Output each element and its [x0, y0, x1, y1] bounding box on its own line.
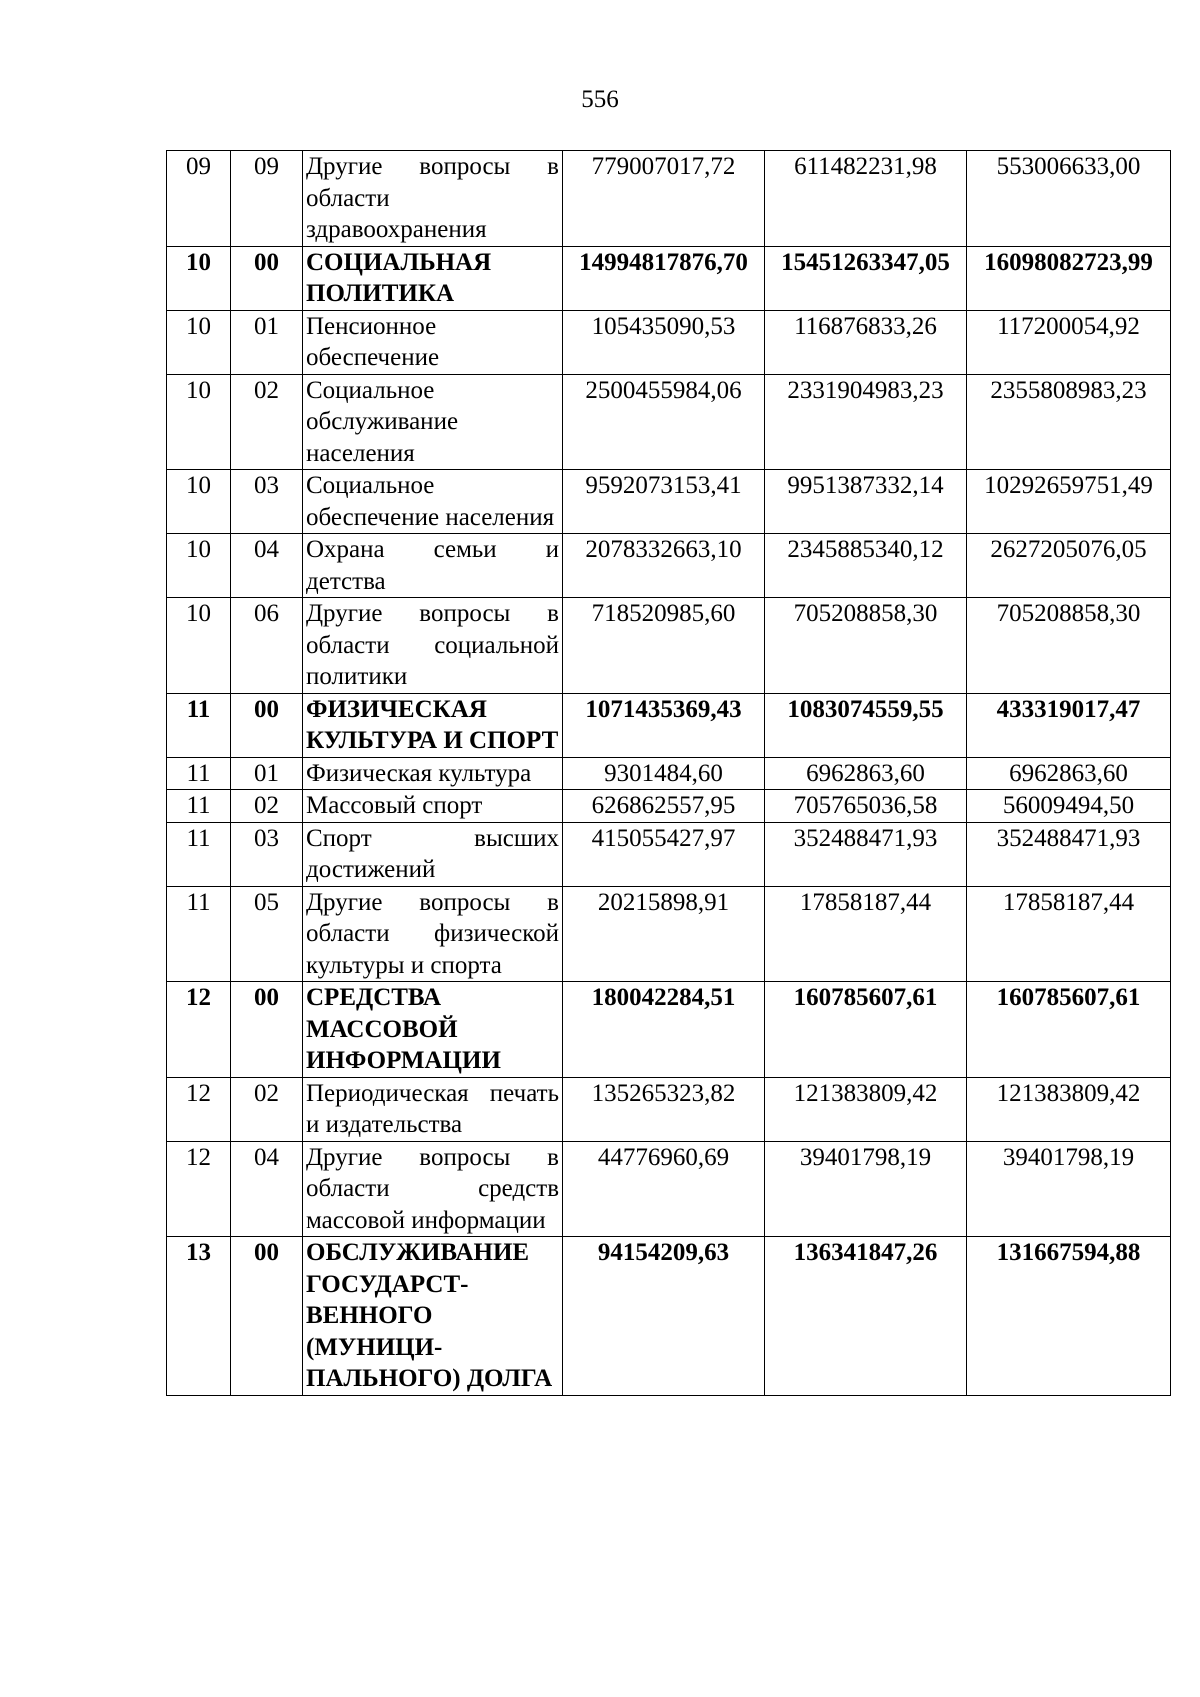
subsection-code: 05 — [231, 886, 303, 982]
amount-col1: 626862557,95 — [563, 790, 765, 823]
table-row — [167, 1077, 1171, 1141]
amount-col1: 9592073153,41 — [563, 470, 765, 534]
section-code: 10 — [167, 246, 231, 310]
amount-col2: 9951387332,14 — [765, 470, 967, 534]
amount-col3: 16098082723,99 — [967, 246, 1171, 310]
subsection-code: 06 — [231, 598, 303, 694]
expense-name: СРЕДСТВА МАССОВОЙ ИНФОРМАЦИИ — [303, 982, 563, 1078]
amount-col3: 553006633,00 — [967, 151, 1171, 247]
amount-col1: 779007017,72 — [563, 151, 765, 247]
subsection-code: 02 — [231, 374, 303, 470]
amount-col3: 352488471,93 — [967, 822, 1171, 886]
section-row — [167, 982, 1171, 1078]
amount-col1: 20215898,91 — [563, 886, 765, 982]
table-row — [167, 151, 1171, 247]
table-row — [167, 598, 1171, 694]
section-code: 11 — [167, 790, 231, 823]
amount-col3: 2355808983,23 — [967, 374, 1171, 470]
budget-table — [166, 150, 1171, 1396]
amount-col3: 39401798,19 — [967, 1141, 1171, 1237]
amount-col2: 352488471,93 — [765, 822, 967, 886]
amount-col3: 6962863,60 — [967, 757, 1171, 790]
table-row — [167, 374, 1171, 470]
amount-col2: 116876833,26 — [765, 310, 967, 374]
table-row — [167, 757, 1171, 790]
amount-col3: 705208858,30 — [967, 598, 1171, 694]
section-code: 10 — [167, 374, 231, 470]
page-number: 556 — [581, 86, 619, 113]
amount-col3: 160785607,61 — [967, 982, 1171, 1078]
amount-col2: 121383809,42 — [765, 1077, 967, 1141]
amount-col1: 1071435369,43 — [563, 693, 765, 757]
amount-col2: 39401798,19 — [765, 1141, 967, 1237]
table-row — [167, 470, 1171, 534]
amount-col2: 15451263347,05 — [765, 246, 967, 310]
expense-name: Другие вопросы в области социальной политики — [303, 598, 563, 694]
expense-name: Спорт высших достижений — [303, 822, 563, 886]
subsection-code: 01 — [231, 310, 303, 374]
amount-col2: 1083074559,55 — [765, 693, 967, 757]
amount-col1: 9301484,60 — [563, 757, 765, 790]
section-code: 11 — [167, 886, 231, 982]
expense-name: Социальное обслуживание населения — [303, 374, 563, 470]
section-code: 12 — [167, 1141, 231, 1237]
subsection-code: 00 — [231, 246, 303, 310]
section-row — [167, 693, 1171, 757]
amount-col2: 705765036,58 — [765, 790, 967, 823]
expense-name: ФИЗИЧЕСКАЯ КУЛЬТУРА И СПОРТ — [303, 693, 563, 757]
expense-name: Другие вопросы в области здравоохранения — [303, 151, 563, 247]
amount-col3: 433319017,47 — [967, 693, 1171, 757]
subsection-code: 04 — [231, 534, 303, 598]
amount-col3: 10292659751,49 — [967, 470, 1171, 534]
amount-col1: 105435090,53 — [563, 310, 765, 374]
section-code: 11 — [167, 757, 231, 790]
amount-col2: 705208858,30 — [765, 598, 967, 694]
expense-name: Периодическая печать и издательства — [303, 1077, 563, 1141]
expense-name: Охрана семьи и детства — [303, 534, 563, 598]
section-code: 10 — [167, 598, 231, 694]
amount-col1: 180042284,51 — [563, 982, 765, 1078]
amount-col1: 14994817876,70 — [563, 246, 765, 310]
subsection-code: 00 — [231, 1237, 303, 1396]
section-code: 09 — [167, 151, 231, 247]
table-row — [167, 1141, 1171, 1237]
section-code: 10 — [167, 534, 231, 598]
table-row — [167, 886, 1171, 982]
subsection-code: 01 — [231, 757, 303, 790]
section-code: 12 — [167, 982, 231, 1078]
amount-col1: 135265323,82 — [563, 1077, 765, 1141]
section-code: 10 — [167, 310, 231, 374]
section-row — [167, 1237, 1171, 1396]
subsection-code: 09 — [231, 151, 303, 247]
section-row — [167, 246, 1171, 310]
amount-col1: 94154209,63 — [563, 1237, 765, 1396]
table-row — [167, 790, 1171, 823]
amount-col1: 44776960,69 — [563, 1141, 765, 1237]
expense-name: Пенсионное обеспечение — [303, 310, 563, 374]
amount-col1: 718520985,60 — [563, 598, 765, 694]
expense-name: Социальное обеспечение населения — [303, 470, 563, 534]
subsection-code: 03 — [231, 470, 303, 534]
subsection-code: 02 — [231, 1077, 303, 1141]
amount-col3: 117200054,92 — [967, 310, 1171, 374]
amount-col2: 611482231,98 — [765, 151, 967, 247]
table-row — [167, 822, 1171, 886]
expense-name: Массовый спорт — [303, 790, 563, 823]
expense-name: Другие вопросы в области средств массовой информации — [303, 1141, 563, 1237]
subsection-code: 04 — [231, 1141, 303, 1237]
section-code: 11 — [167, 822, 231, 886]
subsection-code: 03 — [231, 822, 303, 886]
table-row — [167, 310, 1171, 374]
amount-col3: 17858187,44 — [967, 886, 1171, 982]
amount-col3: 56009494,50 — [967, 790, 1171, 823]
amount-col1: 2078332663,10 — [563, 534, 765, 598]
amount-col1: 2500455984,06 — [563, 374, 765, 470]
expense-name: СОЦИАЛЬНАЯ ПОЛИТИКА — [303, 246, 563, 310]
amount-col2: 160785607,61 — [765, 982, 967, 1078]
amount-col2: 6962863,60 — [765, 757, 967, 790]
amount-col3: 2627205076,05 — [967, 534, 1171, 598]
subsection-code: 02 — [231, 790, 303, 823]
amount-col3: 131667594,88 — [967, 1237, 1171, 1396]
expense-name: Физическая культура — [303, 757, 563, 790]
expense-name: ОБСЛУЖИВАНИЕ ГОСУДАРСТ-ВЕННОГО (МУНИЦИ-ПАЛЬНОГО) ДОЛГА — [303, 1237, 563, 1396]
section-code: 12 — [167, 1077, 231, 1141]
subsection-code: 00 — [231, 693, 303, 757]
amount-col1: 415055427,97 — [563, 822, 765, 886]
budget-table-body — [167, 151, 1171, 1396]
section-code: 10 — [167, 470, 231, 534]
amount-col2: 136341847,26 — [765, 1237, 967, 1396]
section-code: 13 — [167, 1237, 231, 1396]
amount-col2: 2345885340,12 — [765, 534, 967, 598]
section-code: 11 — [167, 693, 231, 757]
table-row — [167, 534, 1171, 598]
subsection-code: 00 — [231, 982, 303, 1078]
amount-col2: 2331904983,23 — [765, 374, 967, 470]
expense-name: Другие вопросы в области физической культуры и спорта — [303, 886, 563, 982]
amount-col3: 121383809,42 — [967, 1077, 1171, 1141]
amount-col2: 17858187,44 — [765, 886, 967, 982]
